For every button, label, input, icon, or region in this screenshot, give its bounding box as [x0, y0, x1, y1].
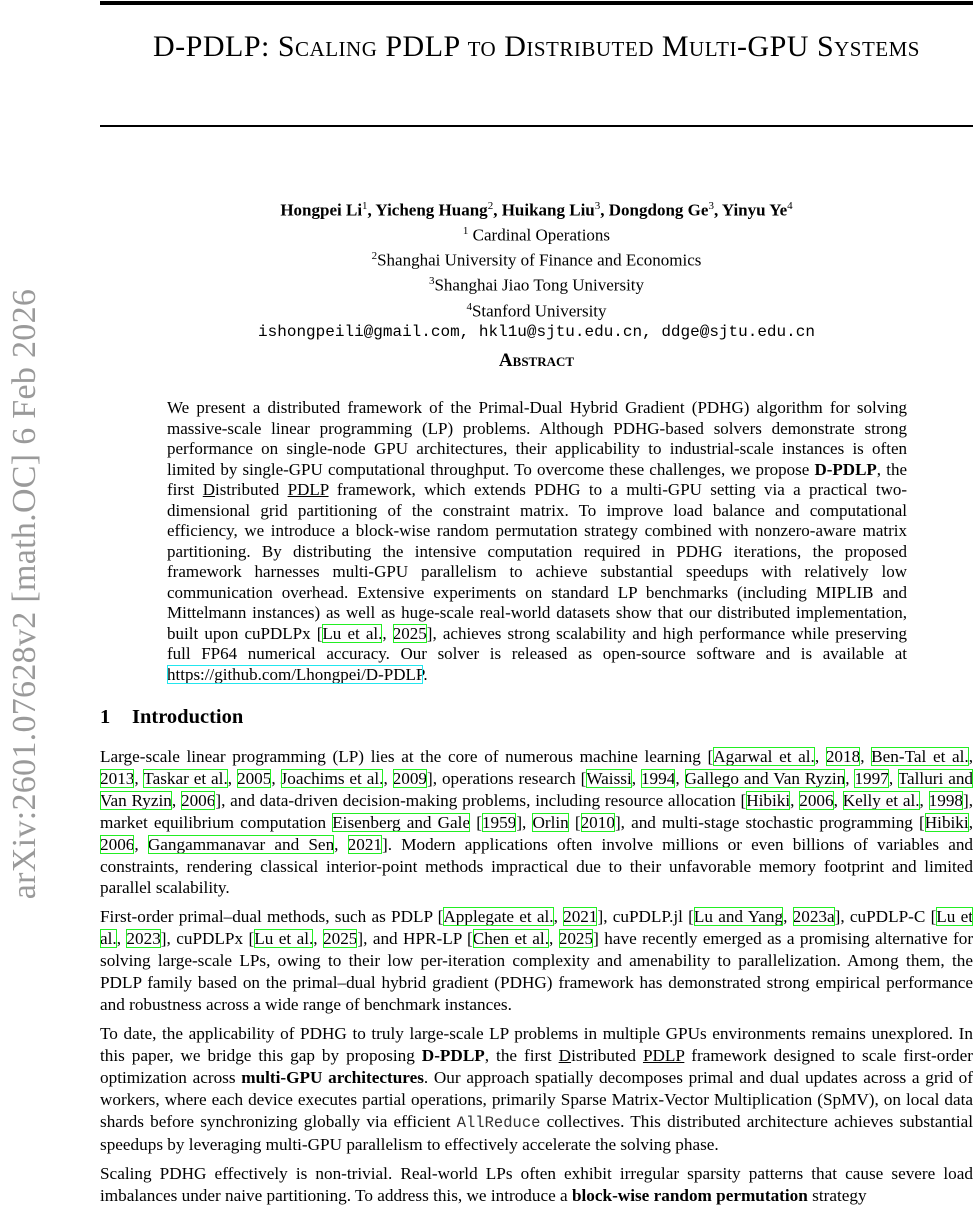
text-run: istributed — [571, 1045, 643, 1065]
text-run: , — [134, 768, 144, 788]
text-run: ], cuPDLPx [ — [160, 929, 255, 949]
section-title: Introduction — [132, 706, 244, 728]
citation-link[interactable]: 2006 — [799, 790, 834, 810]
bold-text: multi-GPU architectures — [241, 1067, 424, 1087]
text-run: strategy — [807, 1186, 867, 1206]
separator: , — [367, 200, 376, 220]
author-name: Huikang Liu — [501, 200, 595, 220]
separator: , — [493, 200, 502, 220]
author-affiliation-mark: 4 — [787, 200, 793, 212]
bold-text: block-wise random permutation — [571, 1186, 808, 1206]
citation-link[interactable]: Lu et al. — [322, 623, 383, 643]
citation-link[interactable]: 2023a — [792, 907, 835, 927]
text-run: ], and HPR-LP [ — [357, 929, 473, 949]
citation-link[interactable]: 2025 — [558, 929, 594, 949]
text-run: We present a distributed framework of the Primal-Dual Hybrid Gradient (PDHG) algorithm for solving massive-scale linear programming (LP) problems. Although PDHG-based solvers demonstrate strong performance on single-node GPU architectures, their applicability to industrial-scale instances is often limited by single-GPU computational throughput. To overcome these challenges, we propose — [167, 398, 907, 479]
text-run: ], and multi-stage stochastic programming [ — [614, 812, 925, 832]
text-run: , — [382, 623, 393, 643]
affiliation-name: Shanghai Jiao Tong University — [434, 276, 645, 296]
text-run: . Our approach spatially decomposes primal and dual updates across a grid of workers, where each device executes partial operations, primarily Sparse Matrix-Vector Multiplication (SpMV), on local data shards before synchronizing globally via efficient — [100, 1067, 973, 1131]
citation-link[interactable]: 2023 — [126, 929, 161, 949]
text-run: , — [313, 929, 323, 949]
text-run: To date, the applicability of PDHG to truly large-scale LP problems in multiple GPUs environments remains unexplored. In this paper, we bridge this gap by proposing — [100, 1023, 973, 1065]
text-run: , — [783, 907, 793, 927]
citation-link[interactable]: Lu et al. — [254, 929, 314, 949]
citation-link[interactable]: 1997 — [854, 768, 889, 788]
underlined-text: D — [558, 1045, 572, 1065]
author-affiliation-mark: 1 — [362, 200, 368, 212]
text-run: , — [814, 747, 826, 766]
citation-link[interactable]: Gallego and Van Ryzin — [684, 768, 846, 788]
citation-link[interactable]: 1998 — [928, 790, 964, 810]
citation-link[interactable]: Orlin — [532, 812, 569, 832]
author-list — [100, 196, 973, 221]
text-run: , — [790, 790, 800, 810]
abstract-paragraph — [167, 398, 907, 685]
text-run: ], cuPDLP.jl [ — [597, 907, 694, 927]
citation-link[interactable]: 2013 — [100, 768, 135, 788]
affiliation-number: 2 — [371, 250, 378, 263]
text-run: , — [968, 747, 974, 766]
citation-link[interactable]: Ben-Tal et al. — [871, 747, 969, 766]
affiliation-list — [100, 221, 973, 322]
author-affiliation-mark: 2 — [487, 200, 494, 212]
citation-link[interactable]: 2021 — [347, 834, 383, 854]
citation-link[interactable]: Chen et al. — [472, 929, 550, 949]
citation-link[interactable]: 2025 — [323, 929, 358, 949]
text-run: , — [845, 768, 855, 788]
author-affiliation-mark: 3 — [594, 200, 601, 212]
text-run: , — [271, 768, 281, 788]
text-run: , — [334, 834, 348, 854]
text-run: [ — [568, 812, 581, 832]
section-heading — [100, 706, 243, 729]
affiliation — [100, 297, 973, 322]
text-run: , — [675, 768, 685, 788]
intro-paragraph — [100, 746, 973, 899]
citation-link[interactable]: Kelly et al. — [842, 790, 920, 810]
text-run: First-order primal–dual methods, such as PDLP [ — [100, 907, 444, 927]
text-run: ], operations research [ — [427, 768, 587, 788]
text-run: istributed — [215, 480, 288, 499]
text-run: , — [171, 790, 181, 810]
text-run: collectives. This distributed architecture achieves substantial speedups by leveraging multi-GPU parallelism to effectively accelerate the solving phase. — [100, 1111, 973, 1155]
author-name: Yicheng Huang — [375, 200, 488, 220]
citation-link[interactable]: 2006 — [180, 790, 216, 810]
text-run: Large-scale linear programming (LP) lies at the core of numerous machine learning [ — [100, 747, 714, 766]
affiliation-number: 1 — [462, 225, 469, 238]
url-link[interactable]: https://github.com/Lhongpei/D-PDLP — [167, 664, 424, 684]
author-name: Dongdong Ge — [608, 200, 709, 220]
author-block — [100, 196, 973, 343]
citation-link[interactable]: 1994 — [640, 768, 676, 788]
text-run: [ — [470, 812, 482, 832]
text-run: ], and data-driven decision-making problems, including resource allocation [ — [215, 790, 747, 810]
arxiv-stamp: arXiv:2601.07628v2 [math.OC] 6 Feb 2026 — [6, 288, 43, 900]
citation-link[interactable]: Applegate et al. — [443, 907, 554, 927]
text-run: , — [968, 812, 973, 832]
paper-title: D-PDLP: Scaling PDLP to Distributed Multi-GPU Systems — [153, 30, 920, 63]
citation-link[interactable]: 2018 — [825, 747, 861, 766]
title-top-rule — [100, 1, 973, 5]
text-run: , — [888, 768, 898, 788]
text-run: framework, which extends PDHG to a multi-GPU setting via a practical two-dimensional grid partitioning of the constraint matrix. To improve load balance and computational efficiency, we introduce a block-wise random permutation strategy combined with nonzero-aware matrix partitioning. By distributing the intensive computation required in PDHG iterations, the proposed framework harnesses multi-GPU parallelism to achieve substantial speedups with relatively low communication overhead. Extensive experiments on standard LP benchmarks (including MIPLIB and Mittelmann instances) as well as huge-scale real-world datasets show that our distributed implementation, built upon cuPDLPx [ — [167, 480, 908, 643]
citation-link[interactable]: Taskar et al. — [143, 768, 228, 788]
underlined-text: D — [202, 480, 216, 499]
intro-paragraph — [100, 1023, 973, 1156]
text-run: ], — [516, 812, 533, 832]
text-run: Scaling PDHG effectively is non-trivial. Real-world LPs often exhibit irregular sparsity patterns that cause severe load imbalances under naive partitioning. To address this, we introduce a — [100, 1164, 973, 1206]
citation-link[interactable]: Hibiki — [746, 790, 791, 810]
title-bottom-rule — [100, 125, 973, 127]
introduction-body — [100, 746, 973, 1214]
text-run: , — [860, 747, 872, 766]
citation-link[interactable]: 2005 — [236, 768, 272, 788]
text-run: , — [631, 768, 641, 788]
citation-link[interactable]: 2025 — [392, 623, 427, 643]
citation-link[interactable]: Lu et al. — [100, 907, 974, 949]
underlined-text: PDLP — [287, 480, 329, 499]
abstract-body — [167, 398, 907, 685]
text-run: , — [919, 790, 929, 810]
intro-paragraph — [100, 906, 973, 1016]
affiliation — [100, 246, 973, 271]
affiliation — [100, 221, 973, 246]
citation-link[interactable]: Lu and Yang — [693, 907, 784, 927]
text-run: ], achieves strong scalability and high performance while preserving full FP64 numerical accuracy. Our solver is released as open-source software and is available at — [167, 623, 907, 663]
citation-link[interactable]: 2021 — [563, 907, 598, 927]
citation-link[interactable]: Eisenberg and Gale — [332, 812, 471, 832]
author-name: Yinyu Ye — [721, 200, 788, 220]
text-run: , — [833, 790, 843, 810]
citation-link[interactable]: Talluri and Van Ryzin — [100, 768, 974, 810]
text-run: , — [116, 929, 127, 949]
code-text: AllReduce — [456, 1113, 541, 1132]
affiliation-name: Stanford University — [471, 301, 607, 321]
bold-text: D-PDLP — [814, 459, 877, 479]
text-run: , — [134, 834, 148, 854]
author-affiliation-mark: 3 — [708, 200, 714, 212]
text-run: , the first — [167, 459, 907, 499]
affiliation-name: Cardinal Operations — [468, 225, 611, 245]
text-run: ], market equilibrium computation — [100, 790, 974, 832]
affiliation — [100, 271, 973, 296]
citation-link[interactable]: 2006 — [100, 834, 135, 854]
citation-link[interactable]: Waissi — [586, 768, 632, 788]
author-emails: ishongpeili@gmail.com, hkl1u@sjtu.edu.cn, ddge@sjtu.edu.cn — [258, 322, 815, 341]
author-name: Hongpei Li — [280, 200, 363, 220]
text-run: . — [423, 664, 428, 684]
text-run: ] have recently emerged as a promising alternative for solving large-scale LPs, owing to their low per-iteration complexity and amenability to parallelization. Among them, the PDLP family based on the primal–dual hybrid gradient (PDHG) framework has demonstrated strong empirical performance and robustness across a wide range of benchmark instances. — [100, 929, 974, 1014]
section-number: 1 — [100, 706, 111, 728]
underlined-text: PDLP — [642, 1045, 685, 1065]
text-run: ]. Modern applications often involve millions or even billions of variables and constraints, rendering classical interior-point methods impractical due to their unfavorable memory footprint and limited parallel scalability. — [100, 834, 974, 898]
intro-paragraph — [100, 1163, 973, 1207]
citation-link[interactable]: Agarwal et al. — [713, 747, 815, 766]
citation-link[interactable]: 2010 — [580, 812, 615, 832]
citation-link[interactable]: Hibiki — [924, 812, 969, 832]
text-run: , — [549, 929, 559, 949]
separator: , — [600, 200, 609, 220]
citation-link[interactable]: 1959 — [481, 812, 517, 832]
text-run: , the first — [484, 1045, 559, 1065]
text-run: , — [383, 768, 393, 788]
affiliation-number: 4 — [466, 300, 472, 313]
affiliation-name: Shanghai University of Finance and Economics — [377, 250, 702, 270]
text-run: , — [227, 768, 237, 788]
text-run: ], cuPDLP-C [ — [834, 907, 937, 927]
separator: , — [713, 200, 722, 220]
citation-link[interactable]: Gangammanavar and Sen — [147, 834, 335, 854]
abstract-heading: Abstract — [498, 350, 575, 371]
text-run: , — [553, 907, 564, 927]
text-run: framework designed to scale first-order optimization across — [100, 1045, 973, 1087]
affiliation-number: 3 — [428, 275, 435, 288]
bold-text: D-PDLP — [421, 1045, 485, 1065]
citation-link[interactable]: 2009 — [392, 768, 428, 788]
citation-link[interactable]: Joachims et al. — [280, 768, 384, 788]
